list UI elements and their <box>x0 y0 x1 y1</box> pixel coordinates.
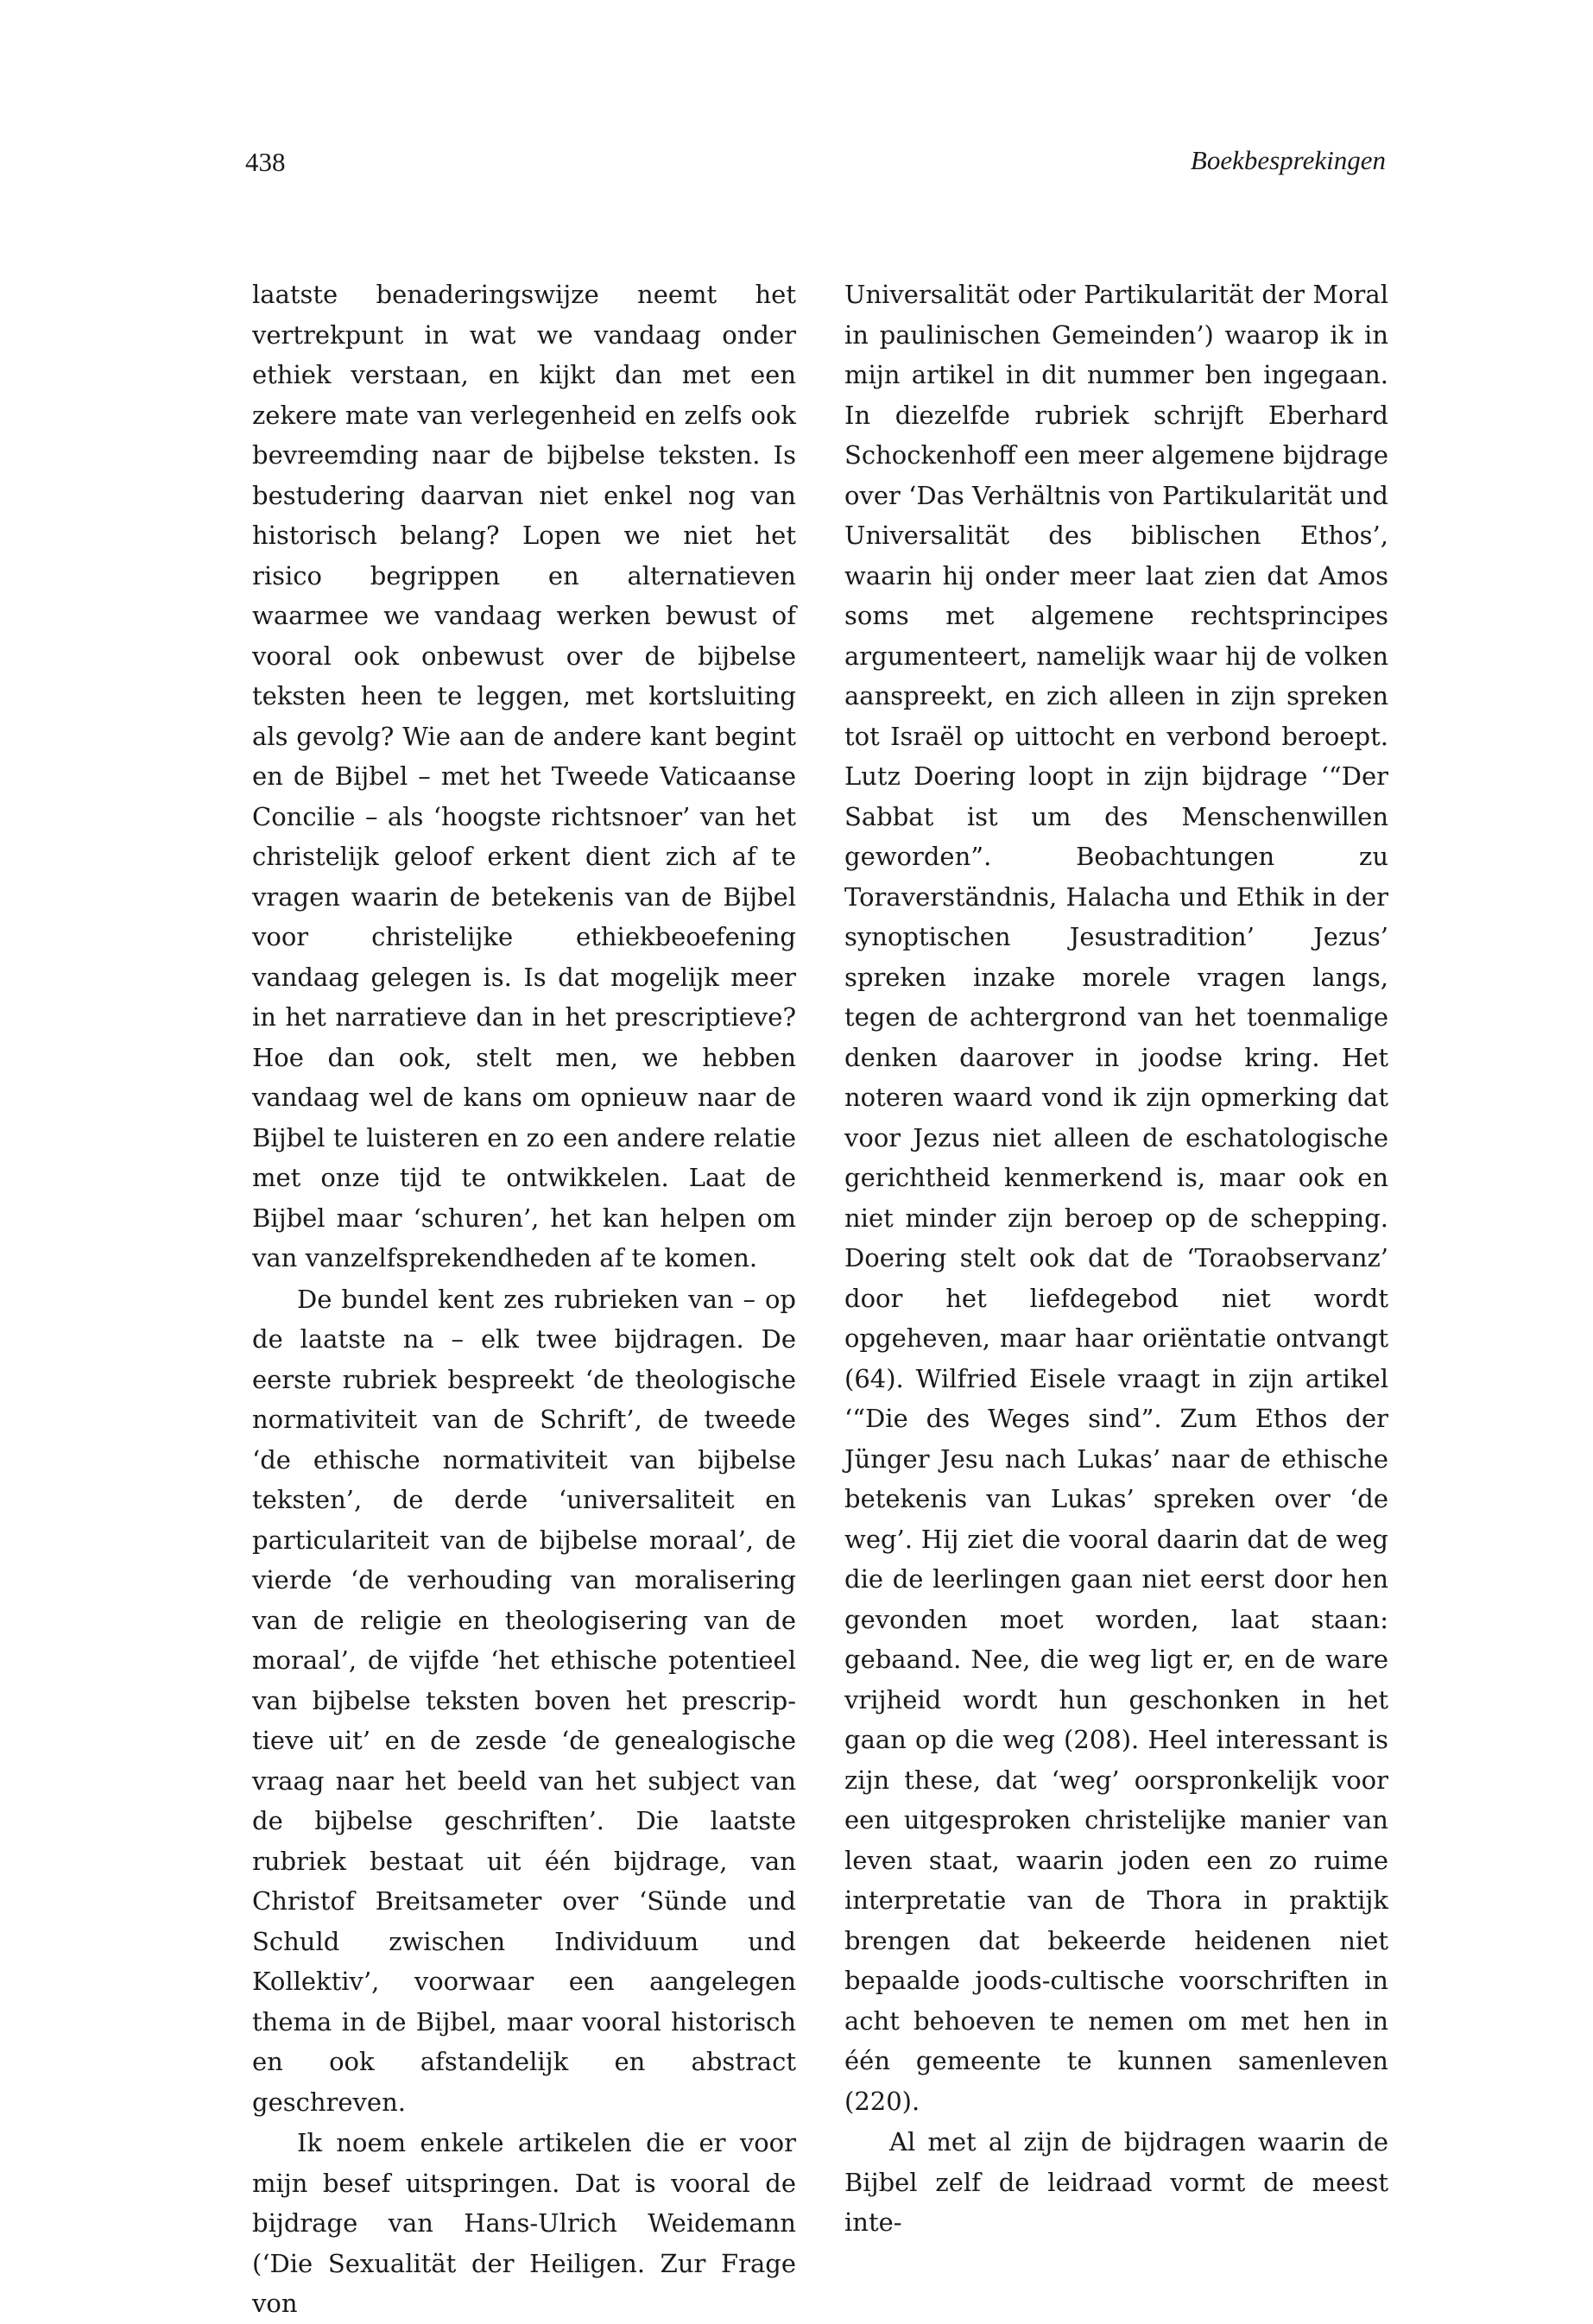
page-number: 438 <box>245 147 286 177</box>
paragraph: Ik noem enkele artikelen die er voor mijn besef uitspringen. Dat is vooral de bijdrage van Hans-Ulrich Weidemann (‘Die Sexualität der Heiligen. Zur Frage von <box>252 2128 796 2318</box>
left-column <box>252 275 796 2324</box>
running-head: Boekbesprekingen <box>1190 145 1386 175</box>
paragraph: Universalität oder Partikularität der Moral in paulinischen Gemeinden’) waarop ik in mijn artikel in dit nummer ben ingegaan. In diezelfde rubriek schrijft Eberhard Schockenhoff een meer algemene bijdrage over ‘Das Verhältnis von Partikularität und Universalität des biblischen Ethos’, waarin hij onder meer laat zien dat Amos soms met algemene rechtsprincipes argumenteert, namelijk waar hij de volken aanspreekt, en zich alleen in zijn spreken tot Israël op uittocht en verbond beroept. Lutz Doering loopt in zijn bijdrage ‘“Der Sabbat ist um des Menschenwillen geworden”. Beobachtungen zu Toraverständnis, Halacha und Ethik in der synoptischen Jesustradition’ Jezus’ spreken inzake morele vragen langs, tegen de achtergrond van het toenmalige denken daarover in joodse kring. Het noteren waard vond ik zijn opmerking dat voor Jezus niet alleen de eschatologische gerichtheid kenmerkend is, maar ook en niet minder zijn beroep op de schepping. Doering stelt ook dat de ‘Toraobservanz’ door het liefdegebod niet wordt opgeheven, maar haar oriëntatie ontvangt (64). Wilfried Eisele vraagt in zijn artikel ‘“Die des Weges sind”. Zum Ethos der Jünger Jesu nach Lukas’ naar de ethische betekenis van Lukas’ spreken over ‘de weg’. Hij ziet die vooral daarin dat de weg die de leerlingen gaan niet eerst door hen gevonden moet worden, laat staan: gebaand. Nee, die weg ligt er, en de ware vrijheid wordt hun geschonken in het gaan op die weg (208). Heel interessant is zijn these, dat ‘weg’ oorspronkelijk voor een uitgesproken christelijke manier van leven staat, waarin joden een zo ruime interpretatie van de Thora in praktijk brengen dat bekeerde heidenen niet bepaalde joods-cultische voorschriften in acht behoeven te nemen om met hen in één gemeente te kunnen samenleven (220). <box>844 280 1388 2116</box>
paragraph: De bundel kent zes rubrieken van – op de laatste na – elk twee bijdragen. De eerste rubriek bespreekt ‘de theologische normativiteit van de Schrift’, de tweede ‘de ethische normativiteit van bijbelse teksten’, de derde ‘universaliteit en particulariteit van de bijbelse moraal’, de vierde ‘de verhouding van moralisering van de religie en theologisering van de moraal’, de vijfde ‘het ethische potentieel van bijbelse teksten boven het prescriptieve uit’ en de zesde ‘de genealogische vraag naar het beeld van het subject van de bijbelse geschriften’. Die laatste rubriek bestaat uit één bijdrage, van Christof Breitsameter over ‘Sünde und Schuld zwischen Individuum und Kollektiv’, voorwaar een aangelegen thema in de Bijbel, maar vooral historisch en ook afstandelijk en abstract geschreven. <box>252 1284 796 2117</box>
paragraph: laatste benaderingswijze neemt het vertrekpunt in wat we vandaag onder ethiek verstaan, en kijkt dan met een zekere mate van verlegenheid en zelfs ook bevreemding naar de bijbelse teksten. Is bestudering daarvan niet enkel nog van historisch belang? Lopen we niet het risico begrippen en alternatieven waarmee we vandaag werken bewust of vooral ook onbewust over de bijbelse teksten heen te leggen, met kortsluiting als gevolg? Wie aan de andere kant begint en de Bijbel – met het Tweede Vaticaanse Concilie – als ‘hoogste richtsnoer’ van het christelijk geloof erkent dient zich af te vragen waarin de betekenis van de Bijbel voor christelijke ethiekbeoefening vandaag gelegen is. Is dat mogelijk meer in het narratieve dan in het prescriptieve? Hoe dan ook, stelt men, we hebben vandaag wel de kans om opnieuw naar de Bijbel te luisteren en zo een andere relatie met onze tijd te ontwikkelen. Laat de Bijbel maar ‘schuren’, het kan helpen om van vanzelfsprekendheden af te komen. <box>252 280 796 1273</box>
paragraph: Al met al zijn de bijdragen waarin de Bijbel zelf de leidraad vormt de meest inte- <box>844 2127 1388 2237</box>
right-column <box>844 275 1388 2243</box>
